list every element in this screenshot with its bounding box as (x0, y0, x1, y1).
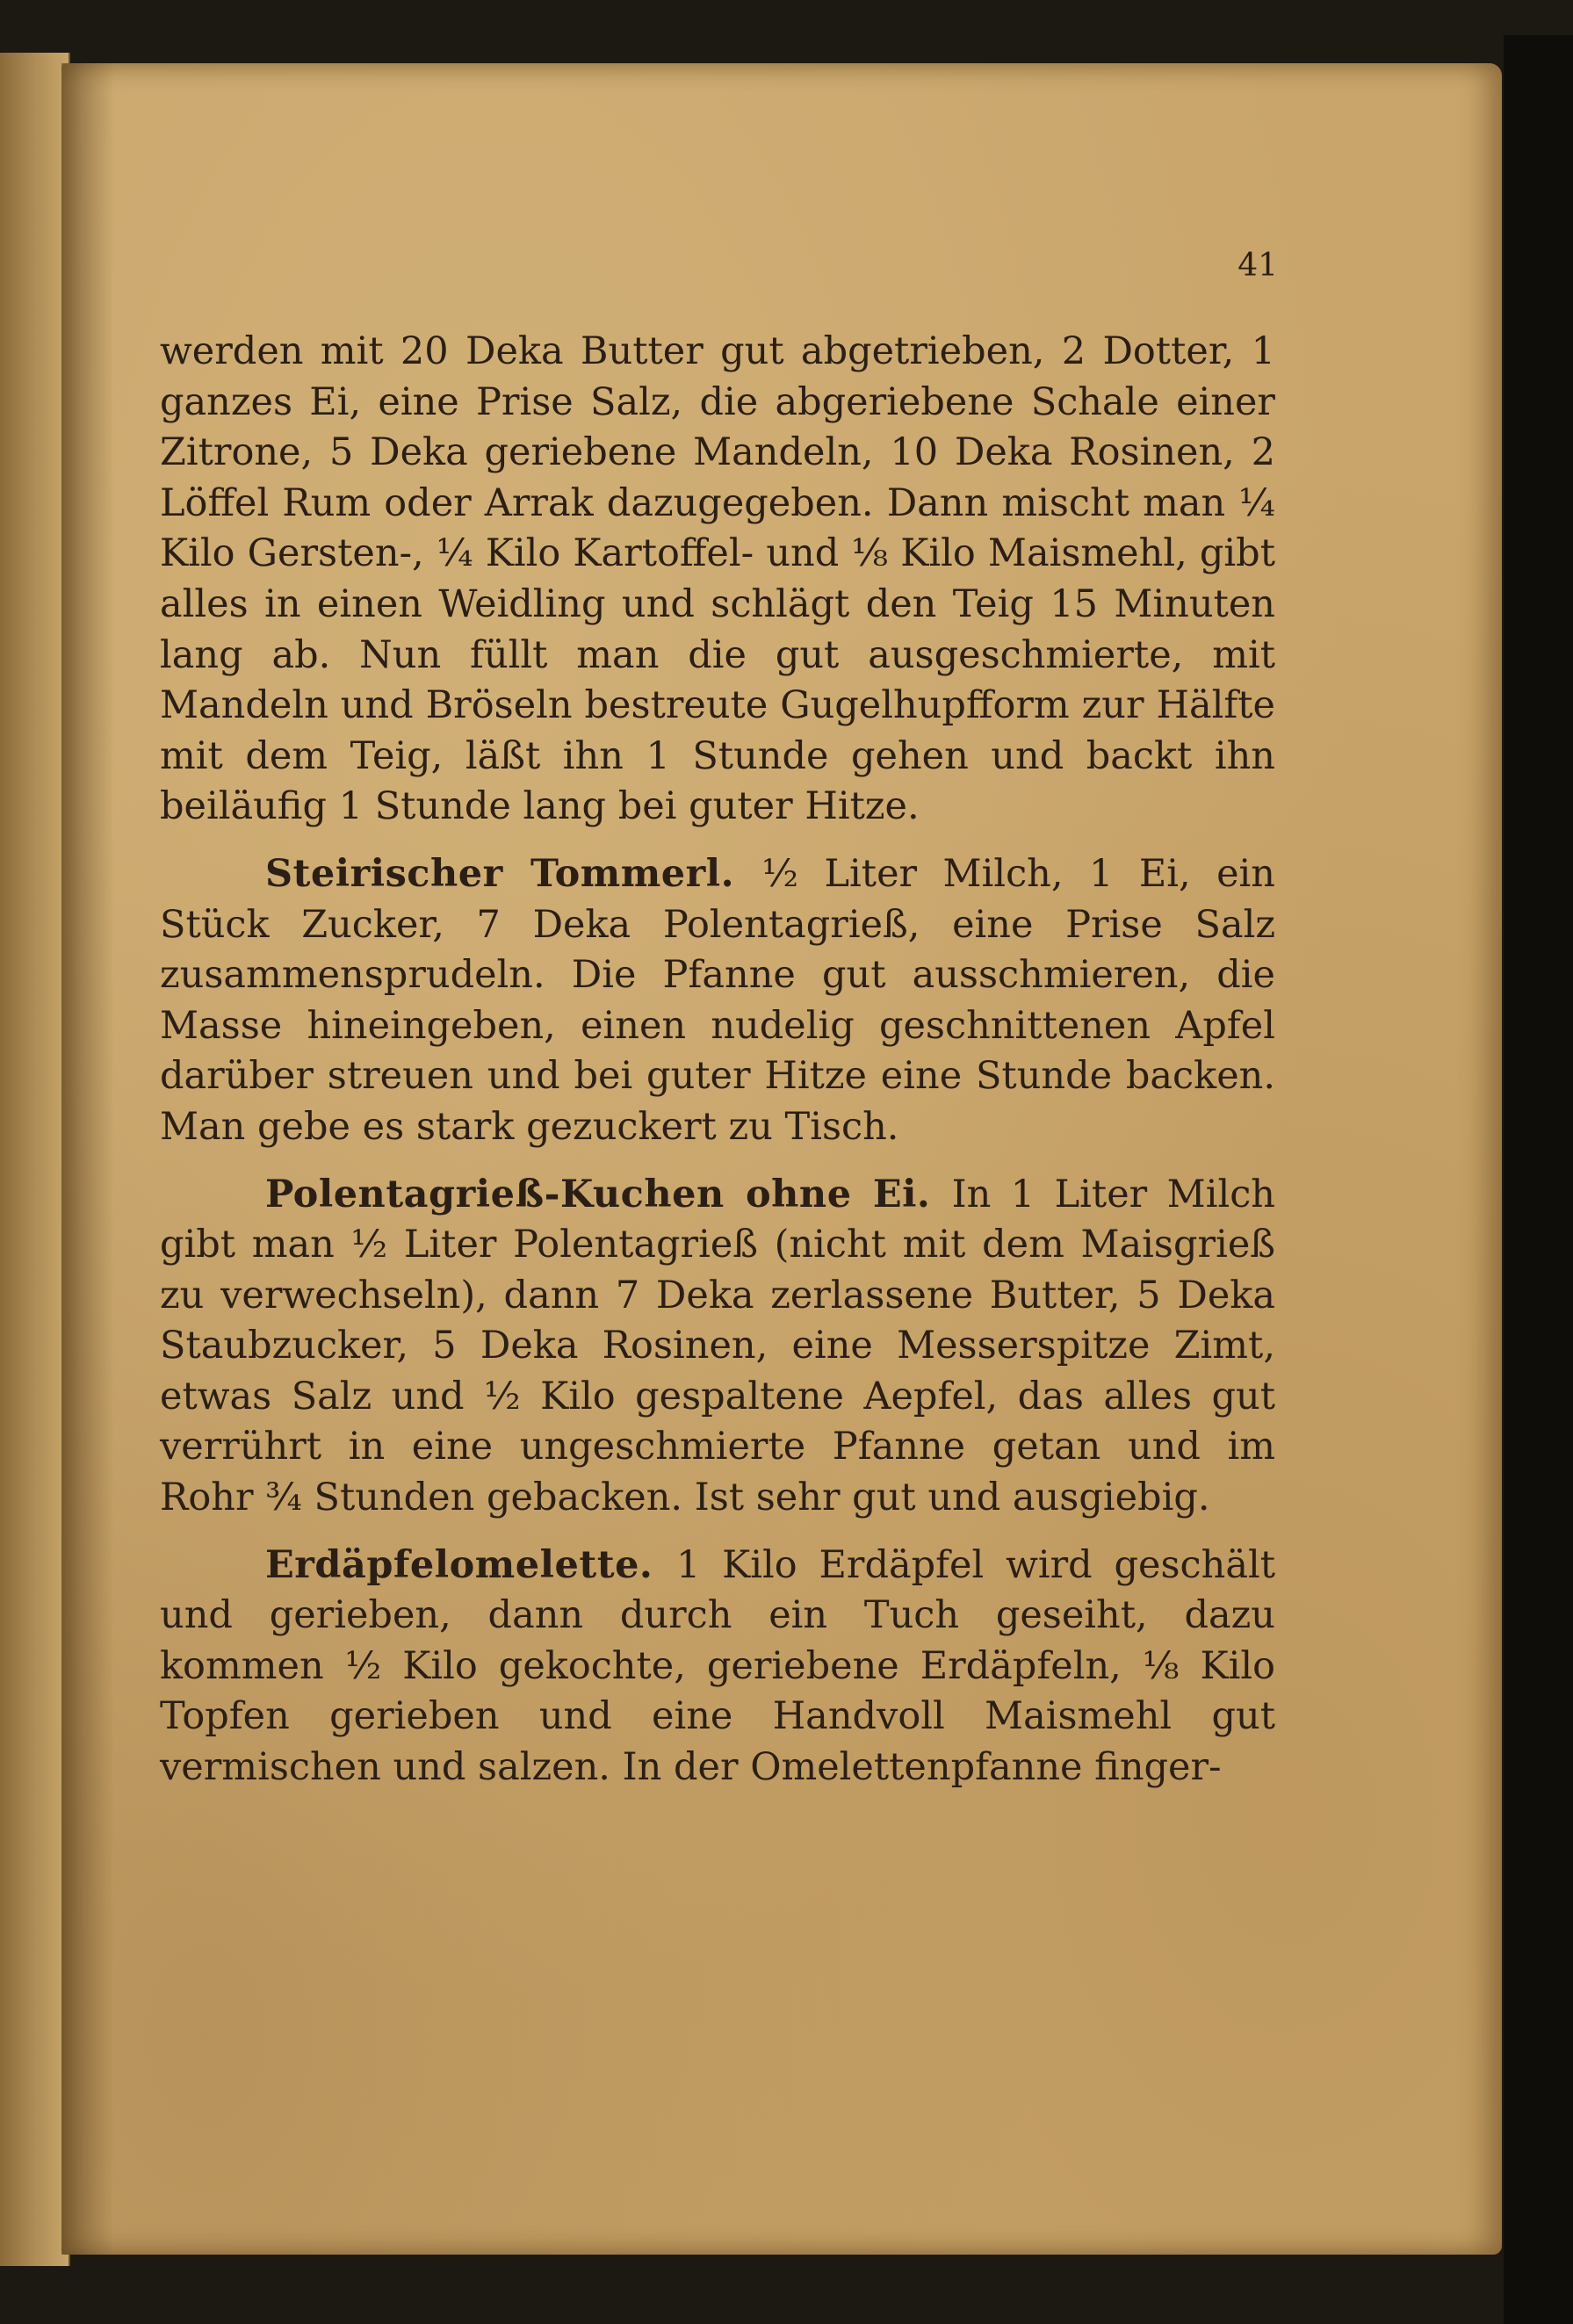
paragraph-continuation (160, 327, 1275, 833)
recipe-title: Steirischer Tommerl. (265, 851, 762, 896)
scan-background (1504, 35, 1573, 2324)
page-number: 41 (1237, 248, 1278, 284)
recipe-steirischer-tommerl (160, 849, 1275, 1153)
recipe-body: ½ Liter Milch, 1 Ei, ein Stück Zucker, 7 Deka Polentagrieß, eine Prise Salz zusammensprudeln. Die Pfanne gut ausschmieren, die Masse hineingeben, einen nudelig geschnittenen Apfel darüber streuen und bei guter Hitze eine Stunde backen. Man gebe es stark gezuckert zu Tisch. (160, 851, 1275, 1149)
recipe-body: 1 Kilo Erdäpfel wird geschält und gerieben, dann durch ein Tuch geseiht, dazu kommen ½ Kilo gekochte, geriebene Erdäpfeln, ⅛ Kilo Topfen gerieben und eine Handvoll Maismehl gut vermischen und salzen. In der Omelettenpfanne finger- (160, 1542, 1275, 1790)
recipe-polentagriess-kuchen (160, 1170, 1275, 1524)
paragraph-body: werden mit 20 Deka Butter gut abgetrieben, 2 Dotter, 1 ganzes Ei, eine Prise Salz, die abgeriebene Schale einer Zitrone, 5 Deka geriebene Mandeln, 10 Deka Rosinen, 2 Löffel Rum oder Arrak dazugegeben. Dann mischt man ¼ Kilo Gersten-, ¼ Kilo Kartoffel- und ⅛ Kilo Maismehl, gibt alles in einen Weidling und schlägt den Teig 15 Minuten lang ab. Nun füllt man die gut ausgeschmierte, mit Mandeln und Bröseln bestreute Gugelhupfform zur Hälfte mit dem Teig, läßt ihn 1 Stunde gehen und backt ihn beiläufig 1 Stunde lang bei guter Hitze. (160, 329, 1275, 829)
recipe-body: In 1 Liter Milch gibt man ½ Liter Polentagrieß (nicht mit dem Maisgrieß zu verwechseln), dann 7 Deka zerlassene Butter, 5 Deka Staubzucker, 5 Deka Rosinen, eine Messerspitze Zimt, etwas Salz und ½ Kilo gespaltene Aepfel, das alles gut verrührt in eine ungeschmierte Pfanne getan und im Rohr ¾ Stunden gebacken. Ist sehr gut und ausgiebig. (160, 1172, 1275, 1520)
recipe-erdaepfelomelette (160, 1541, 1275, 1794)
page-text (160, 327, 1275, 1794)
facing-page-edge (0, 53, 70, 2266)
recipe-title: Polentagrieß-Kuchen ohne Ei. (265, 1172, 952, 1216)
spine-shadow (61, 63, 114, 2255)
recipe-title: Erdäpfelomelette. (265, 1542, 677, 1587)
